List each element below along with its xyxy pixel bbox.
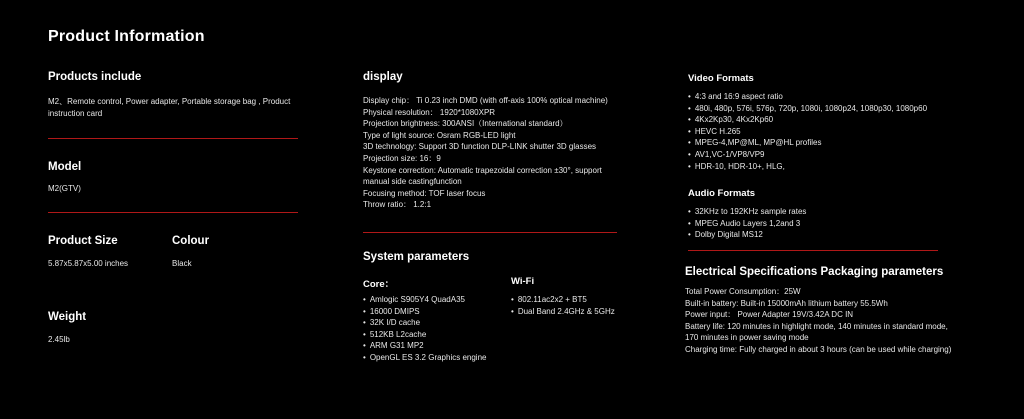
product-size-value: 5.87x5.87x5.00 inches (48, 259, 129, 268)
video-formats-list (688, 91, 927, 172)
list-item: • Dual Band 2.4GHz & 5GHz (511, 306, 615, 318)
core-list (363, 294, 486, 364)
display-spec-line: Display chip： Ti 0.23 inch DMD (with off-axis 100% optical machine) (363, 96, 608, 105)
display-specs (363, 95, 623, 211)
electrical-spec-line: Power input： Power Adapter 19V/3.42A DC IN (685, 310, 854, 320)
list-item: • HDR-10, HDR-10+, HLG, (688, 161, 927, 173)
weight-heading: Weight (48, 311, 87, 323)
core-heading: Core： (363, 279, 395, 290)
list-item: • 4:3 and 16:9 aspect ratio (688, 91, 927, 103)
list-item: • 32KHz to 192KHz sample rates (688, 206, 806, 218)
list-item: • MPEG-4,MP@ML, MP@HL profiles (688, 137, 927, 149)
electrical-spec-line: Total Power Consumption：25W (685, 287, 801, 296)
electrical-spec-line: Built-in battery: Built-in 15000mAh lithium battery 55.5Wh (685, 298, 888, 308)
list-item: • 16000 DMIPS (363, 306, 486, 318)
display-spec-line: Projection size: 16：9 (363, 153, 441, 163)
page-title: Product Information (48, 28, 205, 45)
display-spec-line: Physical resolution： 1920*1080XPR (363, 107, 496, 117)
audio-formats-heading: Audio Formats (688, 188, 756, 199)
audio-formats-list (688, 206, 806, 241)
electrical-spec-line: Battery life: 120 minutes in highlight mode, 140 minutes in standard mode, (685, 321, 948, 331)
wifi-list (511, 294, 615, 317)
video-formats-heading: Video Formats (688, 73, 754, 84)
display-spec-line: Projection brightness: 300ANSI（International standard） (363, 119, 568, 129)
list-item: • AV1,VC-1/VP8/VP9 (688, 149, 927, 161)
display-spec-line: Keystone correction: Automatic trapezoidal correction ±30°, support (363, 165, 602, 175)
model-heading: Model (48, 161, 82, 173)
model-value: M2(GTV) (48, 184, 81, 193)
list-item: • Amlogic S905Y4 QuadA35 (363, 294, 486, 306)
divider (48, 138, 298, 139)
display-spec-line: 3D technology: Support 3D function DLP-LINK shutter 3D glasses (363, 142, 597, 152)
electrical-specs-heading: Electrical Specifications Packaging parameters (685, 266, 944, 278)
display-heading: display (363, 71, 403, 83)
display-spec-line: Throw ratio： 1.2:1 (363, 200, 432, 210)
list-item: • 802.11ac2x2 + BT5 (511, 294, 615, 306)
list-item: • 4Kx2Kp30, 4Kx2Kp60 (688, 114, 927, 126)
electrical-specs (685, 286, 985, 356)
divider (688, 250, 938, 251)
system-parameters-heading: System parameters (363, 251, 470, 263)
wifi-heading: Wi-Fi (511, 276, 535, 287)
list-item: • 512KB L2cache (363, 329, 486, 341)
list-item: • HEVC H.265 (688, 126, 927, 138)
list-item: • Dolby Digital MS12 (688, 229, 806, 241)
colour-value: Black (172, 259, 192, 268)
weight-value: 2.45lb (48, 335, 70, 344)
divider (363, 232, 617, 233)
list-item: • 32K I/D cache (363, 317, 486, 329)
list-item: • ARM G31 MP2 (363, 340, 486, 352)
products-include-heading: Products include (48, 71, 142, 83)
product-size-heading: Product Size (48, 235, 118, 247)
list-item: • 480i, 480p, 576i, 576p, 720p, 1080i, 1080p24, 1080p30, 1080p60 (688, 103, 927, 115)
products-include-text: M2、Remote control, Power adapter, Portable storage bag , Product instruction card (48, 97, 291, 118)
colour-heading: Colour (172, 235, 210, 247)
list-item: • MPEG Audio Layers 1,2and 3 (688, 218, 806, 230)
display-spec-line: Type of light source: Osram RGB-LED light (363, 130, 516, 140)
display-spec-line: manual side castingfunction (363, 177, 462, 187)
electrical-spec-line: Charging time: Fully charged in about 3 hours (can be used while charging) (685, 344, 952, 354)
electrical-spec-line: 170 minutes in power saving mode (685, 333, 809, 343)
list-item: • OpenGL ES 3.2 Graphics engine (363, 352, 486, 364)
display-spec-line: Focusing method: TOF laser focus (363, 188, 486, 198)
divider (48, 212, 298, 213)
